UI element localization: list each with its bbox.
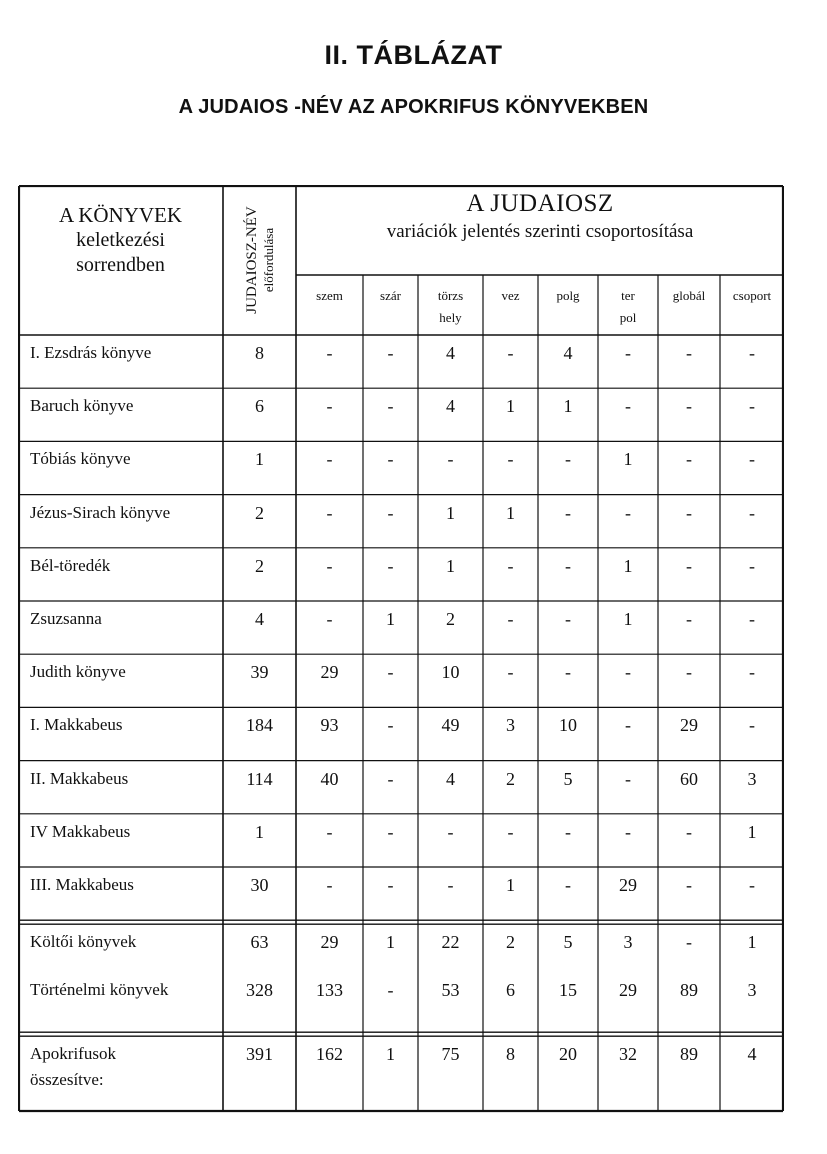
- variation-value: -: [749, 555, 755, 576]
- variation-value: 133: [316, 980, 343, 1001]
- count-value: 2: [255, 502, 264, 523]
- column-header-line1: csoport: [732, 288, 772, 303]
- variation-value: -: [387, 343, 394, 363]
- variation-value: 1: [563, 396, 573, 417]
- variation-value: -: [749, 449, 755, 470]
- total-variation-value: 32: [619, 1044, 637, 1065]
- variation-value: 1: [506, 502, 515, 523]
- column-header-line1: vez: [501, 288, 520, 303]
- count-header-line2: előfordulása: [260, 227, 276, 293]
- variation-value: 2: [506, 932, 515, 953]
- column-header-line1: törzs: [437, 288, 464, 303]
- variation-value: -: [686, 449, 692, 470]
- books-header-line3: sorrendben: [76, 254, 165, 276]
- variation-value: -: [625, 715, 631, 736]
- book-name: Tóbiás könyve: [30, 449, 131, 469]
- variation-value: -: [387, 980, 394, 1001]
- variation-value: 1: [446, 555, 455, 576]
- variation-value: 5: [563, 932, 573, 953]
- variation-value: 29: [320, 662, 339, 683]
- variation-value: 40: [320, 768, 339, 789]
- variation-value: 3: [747, 768, 757, 789]
- column-header-line1: globál: [672, 288, 706, 303]
- count-column-header: [223, 185, 296, 335]
- variation-value: -: [447, 875, 454, 895]
- variation-value: -: [387, 821, 394, 842]
- total-variation-value: 89: [680, 1044, 698, 1065]
- variation-value: 4: [446, 768, 455, 789]
- variation-value: -: [749, 662, 755, 683]
- variation-value: -: [686, 396, 692, 417]
- count-value: 39: [250, 662, 269, 683]
- variation-value: -: [749, 502, 755, 523]
- variation-value: -: [447, 821, 454, 842]
- variation-value: 1: [386, 609, 395, 629]
- count-value: 328: [246, 980, 273, 1001]
- total-name-line2: összesítve:: [30, 1070, 104, 1090]
- variation-value: 29: [320, 932, 339, 953]
- variation-value: 6: [506, 980, 515, 1001]
- variation-value: 29: [619, 875, 637, 895]
- variation-value: -: [387, 875, 394, 895]
- variation-value: 3: [623, 932, 633, 953]
- variation-value: -: [686, 343, 692, 363]
- variation-value: 1: [747, 821, 757, 842]
- variation-value: -: [625, 502, 631, 523]
- variation-value: -: [387, 396, 394, 417]
- variation-value: 3: [747, 980, 757, 1001]
- count-value: 6: [255, 396, 264, 417]
- variation-value: -: [749, 609, 755, 629]
- variation-value: -: [326, 449, 333, 470]
- total-name-line1: Apokrifusok: [30, 1044, 116, 1064]
- variation-value: -: [565, 875, 571, 895]
- variation-value: -: [507, 555, 514, 576]
- variation-value: 5: [563, 768, 573, 789]
- variation-value: -: [565, 821, 571, 842]
- page-title: II. TÁBLÁZAT: [324, 40, 503, 70]
- variation-value: 22: [441, 932, 460, 953]
- variation-value: 15: [559, 980, 577, 1001]
- variation-value: 1: [446, 502, 455, 523]
- variation-value: 4: [563, 343, 573, 363]
- variation-value: -: [326, 875, 333, 895]
- book-name: Történelmi könyvek: [30, 980, 169, 1000]
- variation-value: -: [326, 609, 333, 629]
- count-value: 1: [255, 449, 264, 470]
- column-header-line2: pol: [619, 310, 637, 325]
- total-variation-value: 20: [559, 1044, 577, 1065]
- variation-value: 29: [619, 980, 637, 1001]
- total-variation-value: 4: [747, 1044, 757, 1065]
- column-header-line1: szár: [380, 288, 401, 303]
- group-header-title: A JUDAIOSZ: [466, 190, 614, 217]
- variation-value: -: [565, 449, 571, 470]
- total-variation-value: 162: [316, 1044, 343, 1065]
- column-header: [538, 285, 598, 307]
- variation-value: 89: [680, 980, 698, 1001]
- variation-value: -: [387, 449, 394, 470]
- variation-value: -: [625, 396, 631, 417]
- total-variation-value: 8: [506, 1044, 515, 1065]
- variation-value: -: [565, 555, 571, 576]
- variation-value: -: [686, 662, 692, 683]
- books-column-header: [18, 203, 223, 278]
- total-variation-value: 75: [441, 1044, 460, 1065]
- book-name: Bél-töredék: [30, 555, 111, 575]
- book-name: Költői könyvek: [30, 932, 137, 952]
- variation-value: -: [387, 662, 394, 683]
- variation-value: 93: [320, 715, 339, 736]
- total-variation-value: 1: [386, 1044, 395, 1065]
- column-header: [418, 285, 483, 329]
- variation-value: -: [507, 609, 514, 629]
- variation-value: 1: [623, 449, 633, 470]
- variation-value: -: [507, 821, 514, 842]
- book-name: III. Makkabeus: [30, 875, 134, 894]
- variation-value: -: [387, 715, 394, 736]
- column-header: [296, 285, 363, 307]
- data-table: [18, 185, 784, 1113]
- variation-value: -: [326, 821, 333, 842]
- variation-value: -: [686, 502, 692, 523]
- column-header: [658, 285, 720, 307]
- count-value: 4: [255, 609, 264, 629]
- column-header-line1: polg: [556, 288, 580, 303]
- variation-value: -: [686, 932, 692, 953]
- page-subtitle: A JUDAIOS -NÉV AZ APOKRIFUS KÖNYVEKBEN: [178, 96, 649, 118]
- variation-value: 1: [623, 609, 633, 629]
- variation-value: -: [326, 343, 333, 363]
- variation-value: -: [326, 502, 333, 523]
- book-name: I. Makkabeus: [30, 715, 123, 735]
- column-header: [598, 285, 658, 329]
- table-grid: [18, 185, 784, 1113]
- variation-value: 60: [680, 768, 698, 789]
- book-name: Judith könyve: [30, 662, 126, 682]
- variation-value: -: [686, 875, 692, 895]
- variation-value: 1: [386, 932, 395, 953]
- variation-value: -: [749, 396, 755, 417]
- column-header: [720, 285, 784, 307]
- books-header-line2: keletkezési: [76, 229, 165, 251]
- variation-value: -: [507, 343, 514, 363]
- variation-value: -: [749, 715, 755, 736]
- total-count-value: 391: [246, 1044, 273, 1065]
- count-value: 184: [246, 715, 273, 736]
- count-value: 8: [255, 343, 264, 363]
- book-name: Jézus-Sirach könyve: [30, 502, 171, 522]
- group-header-subtitle: variációk jelentés szerinti csoportosítása: [386, 221, 694, 242]
- variation-value: -: [507, 449, 514, 470]
- variation-value: -: [507, 662, 514, 683]
- book-name: II. Makkabeus: [30, 768, 129, 788]
- book-name: IV Makkabeus: [30, 821, 131, 841]
- column-header-line2: hely: [439, 310, 462, 325]
- variation-value: 1: [747, 932, 757, 953]
- variation-value: -: [565, 609, 571, 629]
- variation-value: -: [686, 821, 692, 842]
- variation-value: 10: [441, 662, 460, 683]
- variation-value: 2: [446, 609, 455, 629]
- count-value: 63: [250, 932, 269, 953]
- column-header: [363, 285, 418, 307]
- variation-value: -: [326, 555, 333, 576]
- variation-value: -: [447, 449, 454, 470]
- variation-value: 10: [559, 715, 577, 736]
- variation-value: 1: [506, 875, 515, 895]
- variation-value: -: [565, 662, 571, 683]
- variation-value: -: [565, 502, 571, 523]
- variation-value: -: [625, 768, 631, 789]
- count-value: 2: [255, 555, 264, 576]
- variation-value: -: [686, 555, 692, 576]
- variation-value: 4: [446, 396, 455, 417]
- count-value: 1: [255, 821, 264, 842]
- variation-value: -: [625, 343, 631, 363]
- variation-value: 49: [441, 715, 460, 736]
- book-name: Baruch könyve: [30, 396, 134, 416]
- count-header-line1: JUDAIOSZ-NÉV: [243, 206, 260, 314]
- variation-value: 29: [680, 715, 698, 736]
- books-header-line1: A KÖNYVEK: [58, 203, 183, 227]
- variation-value: -: [686, 609, 692, 629]
- variation-value: -: [749, 343, 755, 363]
- variation-value: 2: [506, 768, 515, 789]
- variation-value: -: [625, 662, 631, 683]
- variation-value: -: [625, 821, 631, 842]
- variation-value: -: [387, 768, 394, 789]
- column-header-line1: szem: [316, 288, 343, 303]
- variation-value: -: [749, 875, 755, 895]
- count-value: 114: [246, 768, 273, 789]
- variation-value: -: [387, 502, 394, 523]
- variation-value: -: [326, 396, 333, 417]
- variation-value: -: [387, 555, 394, 576]
- variation-value: 53: [441, 980, 460, 1001]
- count-value: 30: [250, 875, 269, 895]
- column-header: [483, 285, 538, 307]
- variation-value: 1: [506, 396, 515, 417]
- variation-value: 3: [506, 715, 515, 736]
- book-name: Zsuzsanna: [30, 609, 102, 628]
- group-header: [296, 189, 784, 245]
- variation-value: 1: [623, 555, 633, 576]
- book-name: I. Ezsdrás könyve: [30, 343, 152, 362]
- variation-value: 4: [446, 343, 455, 363]
- column-header-line1: ter: [621, 288, 635, 303]
